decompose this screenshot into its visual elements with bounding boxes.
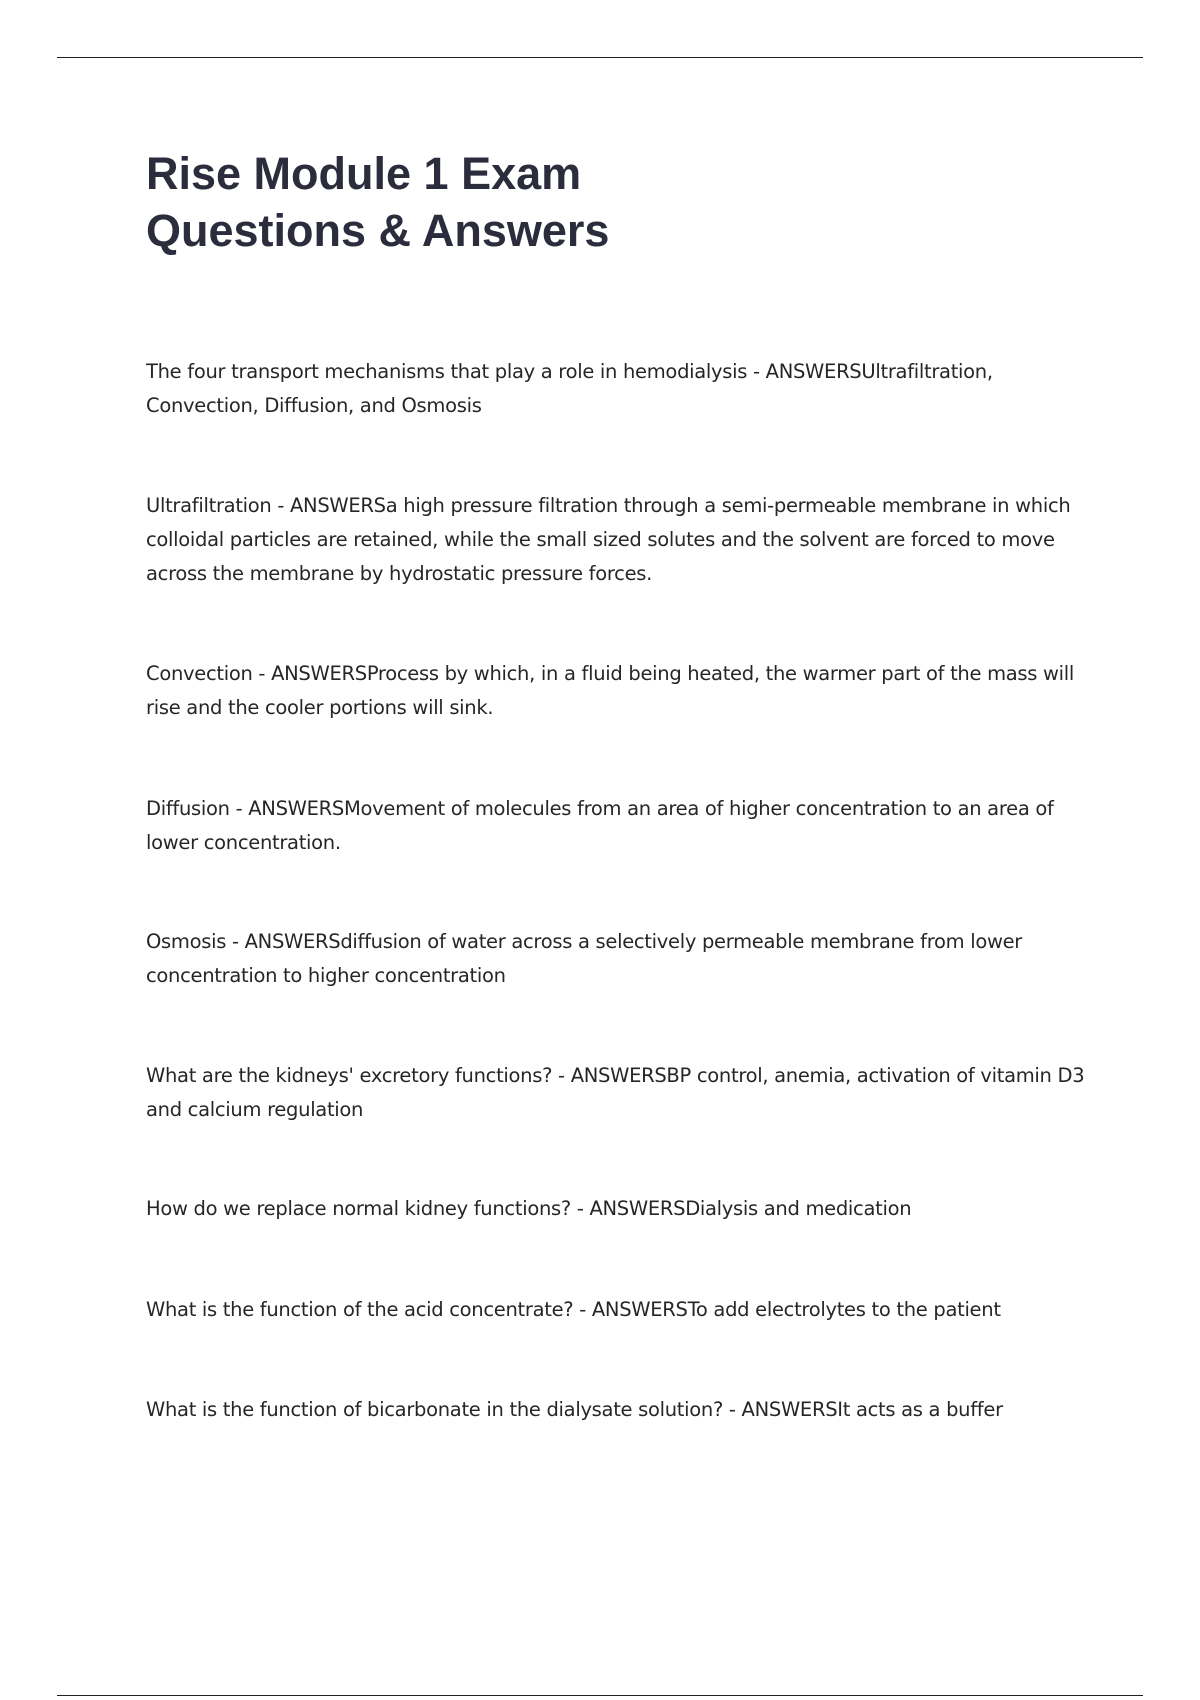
question-text: Convection bbox=[146, 662, 253, 685]
qa-item: Convection - ANSWERSProcess by which, in a fluid being heated, the warmer part of the mass will rise and the cooler portions will sink. bbox=[146, 662, 1075, 719]
answer-text: Dialysis and medication bbox=[685, 1197, 912, 1220]
answer-marker: ANSWERS bbox=[741, 1398, 838, 1421]
question-text: Ultrafiltration bbox=[146, 494, 272, 517]
answer-text: BP control, anemia, activation of vitamin D3 and calcium regulation bbox=[146, 1064, 1085, 1121]
page-title bbox=[146, 145, 1046, 259]
qa-item: The four transport mechanisms that play a role in hemodialysis - ANSWERSUltrafiltration, Convection, Diffusion, and Osmosis bbox=[146, 360, 993, 417]
answer-marker: ANSWERS bbox=[765, 360, 862, 383]
answer-text: Ultrafiltration, Convection, Diffusion, and Osmosis bbox=[146, 360, 993, 417]
answer-marker: ANSWERS bbox=[290, 494, 386, 517]
bottom-rule bbox=[57, 1695, 1143, 1696]
answer-marker: ANSWERS bbox=[591, 1298, 688, 1321]
qa-item: What are the kidneys' excretory functions? - ANSWERSBP control, anemia, activation of vitamin D3 and calcium regulation bbox=[146, 1064, 1085, 1121]
question-text: What are the kidneys' excretory functions? bbox=[146, 1064, 553, 1087]
answer-marker: ANSWERS bbox=[589, 1197, 686, 1220]
qa-item: What is the function of the acid concentrate? - ANSWERSTo add electrolytes to the patient bbox=[146, 1298, 1001, 1321]
answer-marker: ANSWERS bbox=[271, 662, 367, 685]
answer-marker: ANSWERS bbox=[248, 797, 344, 820]
qa-item: Osmosis - ANSWERSdiffusion of water across a selectively permeable membrane from lower concentration to higher concentration bbox=[146, 930, 1023, 987]
answer-text: Process by which, in a fluid being heated, the warmer part of the mass will rise and the cooler portions will sink. bbox=[146, 662, 1075, 719]
question-text: What is the function of the acid concentrate? bbox=[146, 1298, 574, 1321]
question-text: What is the function of bicarbonate in the dialysate solution? bbox=[146, 1398, 723, 1421]
answer-text: a high pressure filtration through a semi-permeable membrane in which colloidal particles are retained, while the small sized solutes and the solvent are forced to move across the membrane by hydrostatic pressure forces. bbox=[146, 494, 1071, 585]
question-text: Diffusion bbox=[146, 797, 230, 820]
question-text: How do we replace normal kidney functions? bbox=[146, 1197, 571, 1220]
qa-item: How do we replace normal kidney functions? - ANSWERSDialysis and medication bbox=[146, 1197, 912, 1220]
answer-text: It acts as a buffer bbox=[837, 1398, 1003, 1421]
answer-text: diffusion of water across a selectively permeable membrane from lower concentration to higher concentration bbox=[146, 930, 1023, 987]
top-rule bbox=[57, 57, 1143, 58]
answer-text: To add electrolytes to the patient bbox=[687, 1298, 1001, 1321]
title-line-2: Questions & Answers bbox=[146, 205, 610, 256]
qa-item: Ultrafiltration - ANSWERSa high pressure filtration through a semi-permeable membrane in which colloidal particles are retained, while the small sized solutes and the solvent are forced to move across the membrane by hydrostatic pressure forces. bbox=[146, 494, 1071, 585]
answer-text: Movement of molecules from an area of higher concentration to an area of lower concentration. bbox=[146, 797, 1054, 854]
answer-marker: ANSWERS bbox=[570, 1064, 667, 1087]
qa-item: Diffusion - ANSWERSMovement of molecules from an area of higher concentration to an area of lower concentration. bbox=[146, 797, 1054, 854]
question-text: The four transport mechanisms that play a role in hemodialysis bbox=[146, 360, 748, 383]
question-text: Osmosis bbox=[146, 930, 227, 953]
answer-marker: ANSWERS bbox=[244, 930, 341, 953]
title-line-1: Rise Module 1 Exam bbox=[146, 148, 582, 199]
qa-item: What is the function of bicarbonate in the dialysate solution? - ANSWERSIt acts as a buffer bbox=[146, 1398, 1003, 1421]
